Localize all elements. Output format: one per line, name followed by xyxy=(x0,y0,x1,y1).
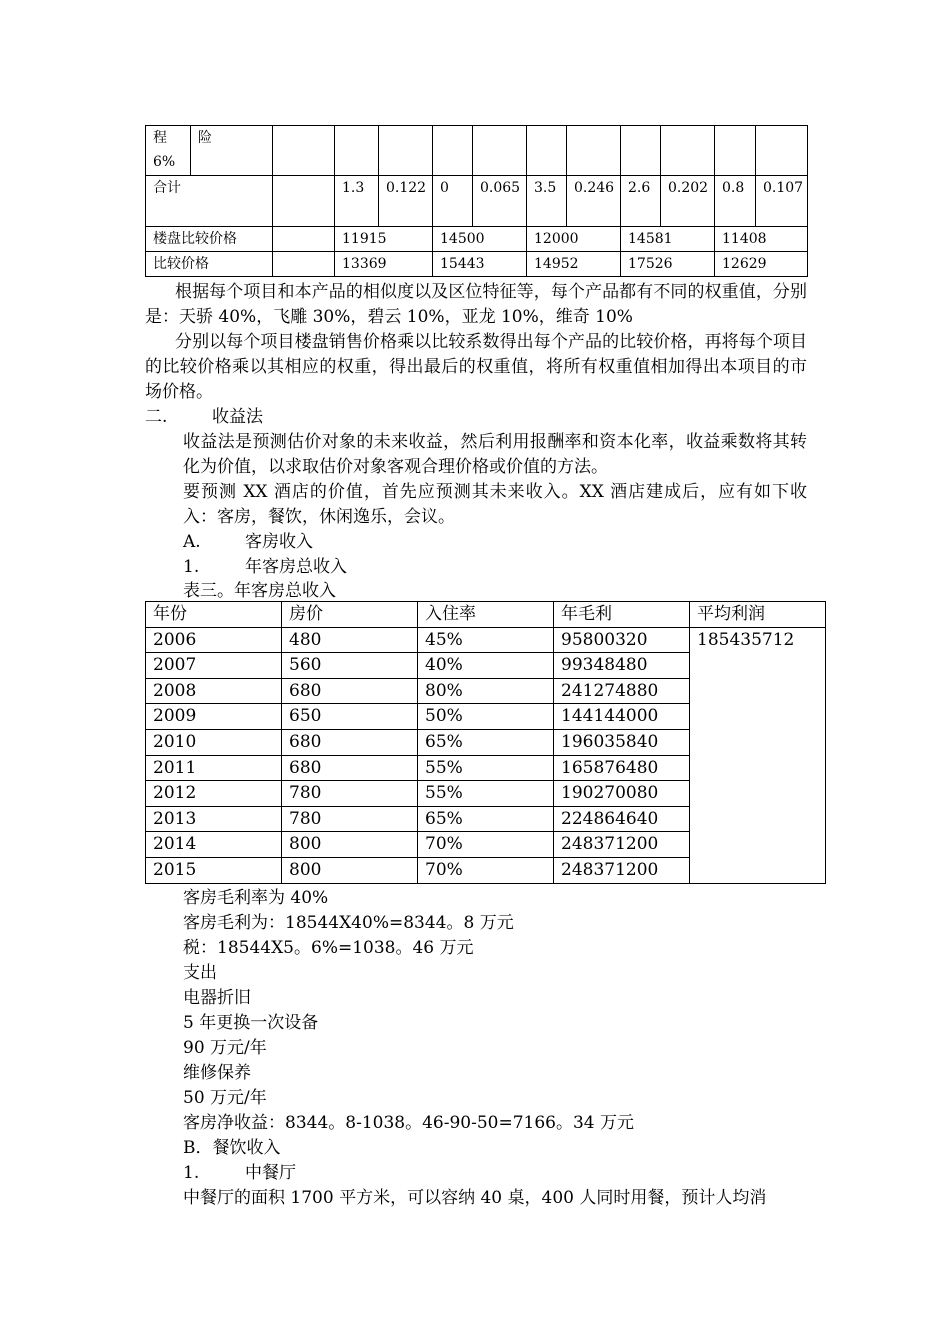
table-cell: 2006 xyxy=(146,627,282,653)
table-cell: 3.5 xyxy=(527,176,567,227)
table-row xyxy=(146,252,808,277)
weight-intro-paragraph: 根据每个项目和本产品的相似度以及区位特征等，每个产品都有不同的权重值，分别是：天骄 40%，飞雕 30%，碧云 10%，亚龙 10%，维奇 10% xyxy=(145,282,807,327)
table-cell: 144144000 xyxy=(554,704,690,730)
table-cell: 2014 xyxy=(146,832,282,858)
table-cell: 17526 xyxy=(621,252,715,277)
table-cell xyxy=(621,126,661,176)
table-cell: 680 xyxy=(282,755,418,781)
column-header: 年毛利 xyxy=(554,602,690,628)
text-line: 中餐厅的面积 1700 平方米，可以容纳 40 桌，400 人同时用餐，预计人均消 xyxy=(183,1188,767,1208)
table-cell: 楼盘比较价格 xyxy=(146,227,273,252)
table-cell: 11408 xyxy=(715,227,808,252)
table-cell: 2.6 xyxy=(621,176,661,227)
table-cell: 2009 xyxy=(146,704,282,730)
column-header: 入住率 xyxy=(418,602,554,628)
table-cell: 0.107 xyxy=(756,176,808,227)
table-cell: 780 xyxy=(282,806,418,832)
income-method-paragraph: 收益法是预测估价对象的未来收益，然后利用报酬率和资本化率，收益乘数将其转化为价值，以求取估价对象客观合理价格或价值的方法。 xyxy=(183,432,807,477)
table-row xyxy=(146,627,826,653)
table-cell: 程 6% xyxy=(146,126,191,176)
table-cell xyxy=(567,126,621,176)
item-title: 中餐厅 xyxy=(245,1163,296,1183)
table-row xyxy=(146,176,808,227)
column-header: 房价 xyxy=(282,602,418,628)
text-line: 5 年更换一次设备 xyxy=(183,1013,319,1033)
table-cell: 65% xyxy=(418,806,554,832)
table-cell: 70% xyxy=(418,832,554,858)
table-cell xyxy=(379,126,433,176)
item-number: 1. xyxy=(183,1163,200,1183)
text-line: 客房净收益：8344。8-1038。46-90-50=7166。34 万元 xyxy=(183,1113,635,1133)
column-header: 年份 xyxy=(146,602,282,628)
text-line: 客房毛利率为 40% xyxy=(183,888,329,908)
text-line: 税：18544X5。6%=1038。46 万元 xyxy=(183,938,474,958)
table-cell: 50% xyxy=(418,704,554,730)
table-cell: 2008 xyxy=(146,678,282,704)
table-cell: 190270080 xyxy=(554,781,690,807)
table-cell: 780 xyxy=(282,781,418,807)
item-title: 年客房总收入 xyxy=(245,557,347,577)
text-line: 50 万元/年 xyxy=(183,1088,267,1108)
text-line: 客房毛利为：18544X40%=8344。8 万元 xyxy=(183,913,514,933)
table-cell: 11915 xyxy=(335,227,433,252)
table-cell: 241274880 xyxy=(554,678,690,704)
table-cell: 2011 xyxy=(146,755,282,781)
table-cell xyxy=(756,126,808,176)
table-cell: 2012 xyxy=(146,781,282,807)
table-cell: 80% xyxy=(418,678,554,704)
table-cell: 800 xyxy=(282,832,418,858)
table-row xyxy=(146,126,808,176)
table-cell: 165876480 xyxy=(554,755,690,781)
table-cell xyxy=(715,126,756,176)
room-income-table xyxy=(145,601,826,884)
table-cell: 196035840 xyxy=(554,729,690,755)
table-cell: 2015 xyxy=(146,857,282,883)
table-cell: 2010 xyxy=(146,729,282,755)
text-line: B．餐饮收入 xyxy=(183,1138,281,1158)
table-row xyxy=(146,227,808,252)
table-cell: 800 xyxy=(282,857,418,883)
table-cell: 12629 xyxy=(715,252,808,277)
subsection-title: 客房收入 xyxy=(245,532,313,552)
table-cell xyxy=(273,176,335,227)
table-cell xyxy=(527,126,567,176)
table-cell: 55% xyxy=(418,781,554,807)
table-cell: 比较价格 xyxy=(146,252,273,277)
table-cell: 680 xyxy=(282,729,418,755)
table-cell: 45% xyxy=(418,627,554,653)
table-cell: 12000 xyxy=(527,227,621,252)
table-cell: 0.202 xyxy=(661,176,715,227)
text-line: 维修保养 xyxy=(183,1063,251,1083)
item-number: 1. xyxy=(183,557,200,577)
table-cell: 560 xyxy=(282,653,418,679)
avg-profit-cell: 185435712 xyxy=(690,627,826,883)
table-cell: 95800320 xyxy=(554,627,690,653)
table-cell: 14581 xyxy=(621,227,715,252)
table-cell xyxy=(273,126,335,176)
table-cell xyxy=(433,126,473,176)
table-cell xyxy=(661,126,715,176)
table-cell xyxy=(473,126,527,176)
table-cell xyxy=(273,252,335,277)
section-number: 二. xyxy=(145,407,168,427)
table-cell: 0.065 xyxy=(473,176,527,227)
weight-method-paragraph: 分别以每个项目楼盘销售价格乘以比较系数得出每个产品的比较价格，再将每个项目的比较价格乘以其相应的权重，得出最后的权重值，将所有权重值相加得出本项目的市场价格。 xyxy=(145,332,807,402)
table-cell: 40% xyxy=(418,653,554,679)
text-line: 电器折旧 xyxy=(183,988,251,1008)
table-cell: 650 xyxy=(282,704,418,730)
table-cell: 2007 xyxy=(146,653,282,679)
table-cell: 65% xyxy=(418,729,554,755)
table-cell: 2013 xyxy=(146,806,282,832)
table-cell: 70% xyxy=(418,857,554,883)
column-header: 平均利润 xyxy=(690,602,826,628)
table-cell: 248371200 xyxy=(554,832,690,858)
table-cell: 1.3 xyxy=(335,176,379,227)
section-title: 收益法 xyxy=(212,407,263,427)
table-cell: 15443 xyxy=(433,252,527,277)
table-cell: 224864640 xyxy=(554,806,690,832)
table-cell xyxy=(335,126,379,176)
text-line: 支出 xyxy=(183,963,217,983)
subsection-number: A. xyxy=(183,532,201,552)
table-cell: 248371200 xyxy=(554,857,690,883)
table-cell: 0.122 xyxy=(379,176,433,227)
table-cell: 14500 xyxy=(433,227,527,252)
table-cell: 680 xyxy=(282,678,418,704)
table-cell: 险 xyxy=(191,126,273,176)
table-cell: 0.246 xyxy=(567,176,621,227)
table-cell xyxy=(273,227,335,252)
table-cell: 480 xyxy=(282,627,418,653)
table-cell: 0.8 xyxy=(715,176,756,227)
table-cell: 14952 xyxy=(527,252,621,277)
table-caption: 表三。年客房总收入 xyxy=(183,581,336,601)
table-cell: 合计 xyxy=(146,176,273,227)
table-cell: 0 xyxy=(433,176,473,227)
table-cell: 99348480 xyxy=(554,653,690,679)
table-cell: 55% xyxy=(418,755,554,781)
table-cell: 13369 xyxy=(335,252,433,277)
hotel-income-paragraph: 要预测 XX 酒店的价值，首先应预测其未来收入。XX 酒店建成后，应有如下收入：客房，餐饮，休闲逸乐，会议。 xyxy=(183,482,807,527)
text-line: 90 万元/年 xyxy=(183,1038,267,1058)
table-header-row xyxy=(146,602,826,628)
comparison-table xyxy=(145,125,808,277)
